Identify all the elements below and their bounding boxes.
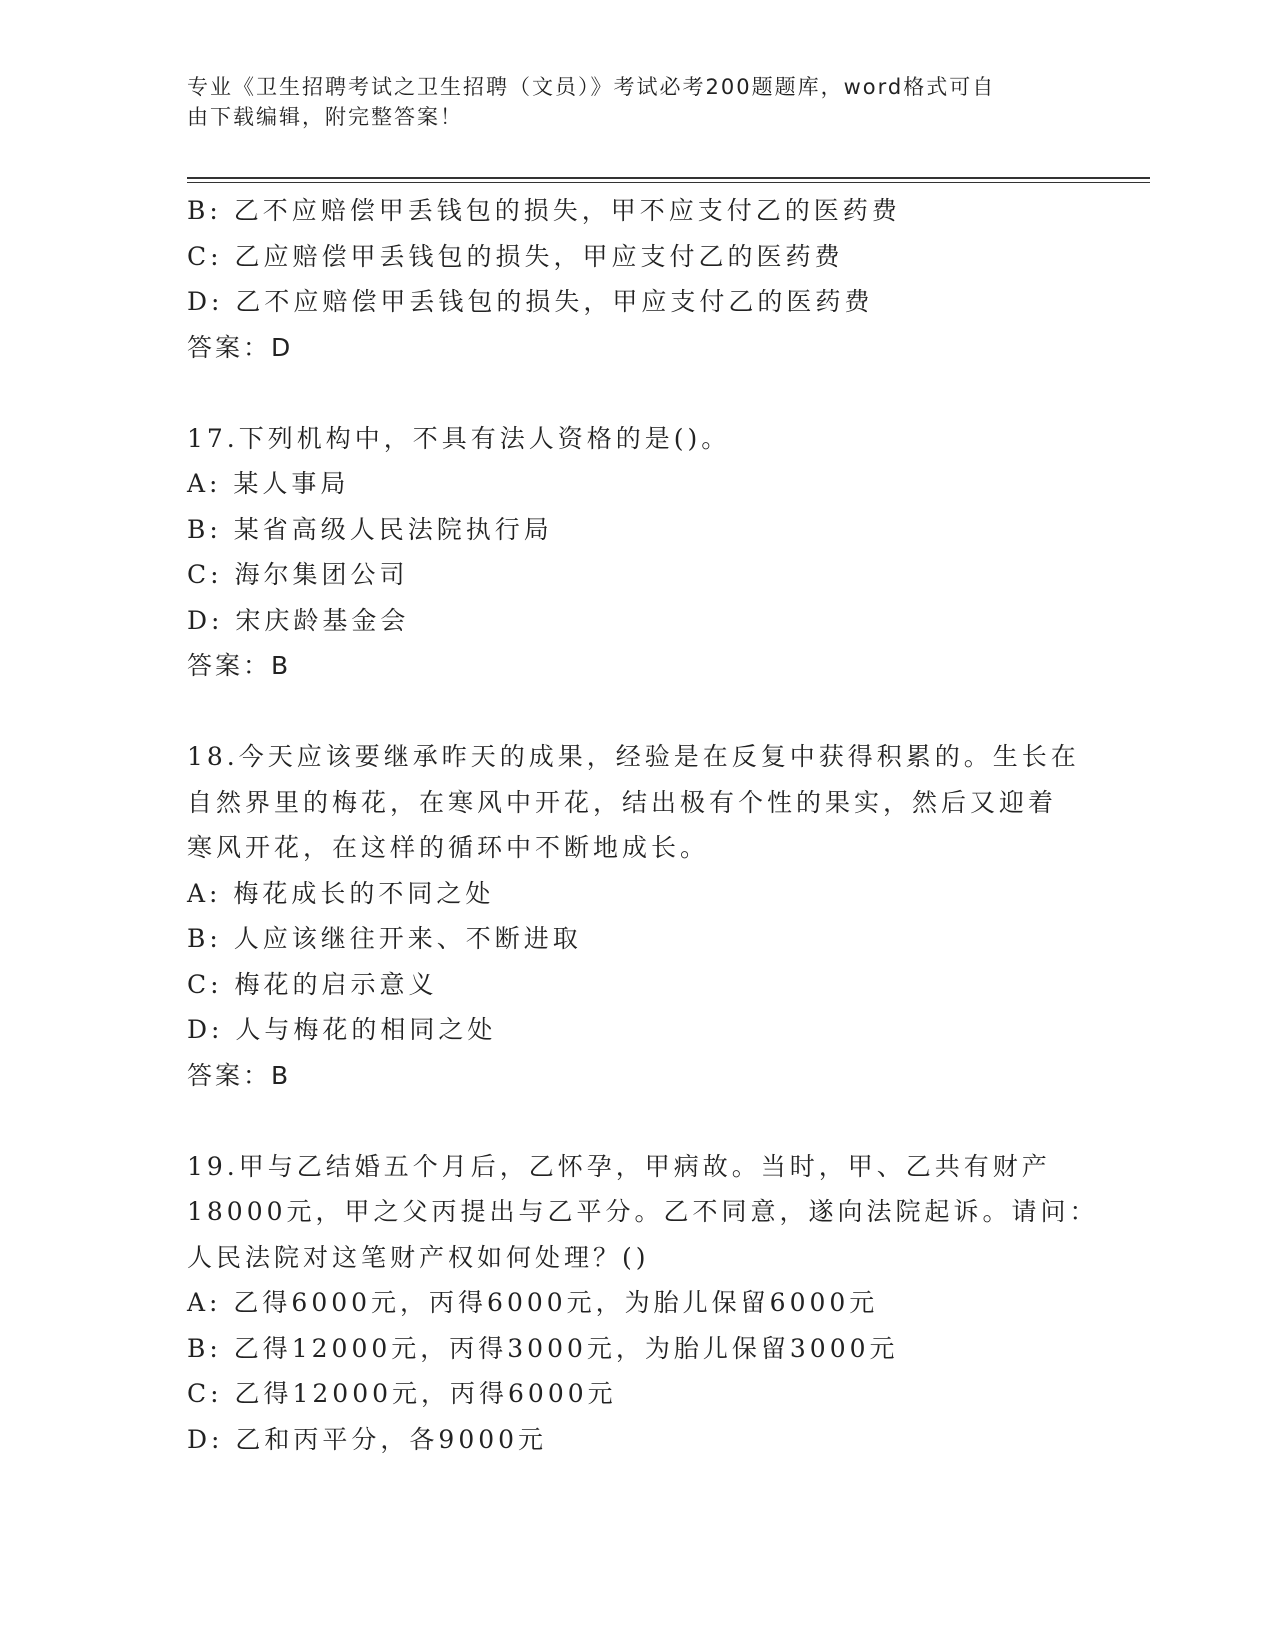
header-line-2: 由下载编辑，附完整答案！	[187, 105, 463, 129]
question-18	[187, 734, 1087, 1098]
option-a: A: 乙得6000元，丙得6000元，为胎儿保留6000元	[187, 1288, 879, 1317]
answer-line: 答案：B	[187, 1060, 292, 1090]
answer-line: 答案：D	[187, 332, 294, 362]
question-stem: 17.下列机构中，不具有法人资格的是()。	[187, 423, 731, 453]
option-c: C: 海尔集团公司	[187, 560, 409, 589]
document-header	[187, 72, 1067, 132]
option-a: A: 某人事局	[187, 469, 350, 498]
header-divider-thick	[187, 177, 1150, 179]
option-a: A: 梅花成长的不同之处	[187, 878, 495, 908]
option-d: D: 乙和丙平分，各9000元	[187, 1424, 548, 1454]
header-divider-thin	[187, 182, 1150, 183]
option-c: C: 梅花的启示意义	[187, 969, 438, 999]
option-c: C: 乙得12000元，丙得6000元	[187, 1379, 617, 1408]
spacer	[187, 689, 1087, 735]
spacer	[187, 370, 1087, 416]
question-stem-line-3: 人民法院对这笔财产权如何处理？()	[187, 1242, 650, 1272]
option-c: C: 乙应赔偿甲丢钱包的损失，甲应支付乙的医药费	[187, 241, 844, 271]
question-stem-line-2: 自然界里的梅花，在寒风中开花，结出极有个性的果实，然后又迎着	[187, 787, 1058, 817]
option-b: B: 某省高级人民法院执行局	[187, 514, 553, 544]
question-content	[187, 188, 1099, 1462]
question-17	[187, 416, 1087, 689]
question-16-tail	[187, 188, 1087, 370]
question-stem-line-1: 19.甲与乙结婚五个月后，乙怀孕，甲病故。当时，甲、乙共有财产	[187, 1151, 1051, 1181]
question-stem-line-3: 寒风开花，在这样的循环中不断地成长。	[187, 833, 710, 862]
question-stem-line-1: 18.今天应该要继承昨天的成果，经验是在反复中获得积累的。生长在	[187, 742, 1080, 771]
option-b: B: 乙不应赔偿甲丢钱包的损失，甲不应支付乙的医药费	[187, 196, 901, 225]
option-d: D: 人与梅花的相同之处	[187, 1015, 497, 1044]
answer-line: 答案：B	[187, 651, 292, 680]
option-b: B: 人应该继往开来、不断进取	[187, 924, 582, 953]
option-d: D: 乙不应赔偿甲丢钱包的损失，甲应支付乙的医药费	[187, 287, 874, 316]
option-d: D: 宋庆龄基金会	[187, 605, 410, 635]
spacer	[187, 1098, 1087, 1144]
question-stem-line-2: 18000元，甲之父丙提出与乙平分。乙不同意，遂向法院起诉。请问：	[187, 1197, 1099, 1226]
question-19	[187, 1144, 1099, 1463]
option-b: B: 乙得12000元，丙得3000元，为胎儿保留3000元	[187, 1333, 899, 1363]
header-line-1: 专业《卫生招聘考试之卫生招聘（文员）》考试必考200题题库，word格式可自	[187, 75, 996, 99]
